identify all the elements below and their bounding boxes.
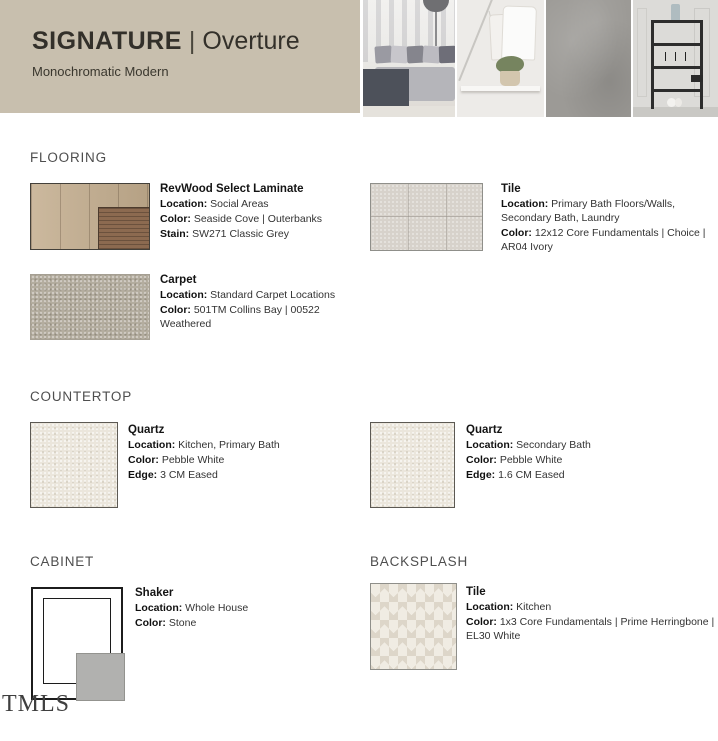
black-ladder-shelf [651, 20, 703, 109]
concrete-surface [546, 0, 631, 117]
herringbone-tile-swatch [370, 583, 457, 670]
candlestick [665, 52, 666, 61]
spec-line: Location: Secondary Bath [466, 439, 591, 451]
section-title-countertop: COUNTERTOP [30, 389, 133, 404]
spec-line: Stain: SW271 Classic Grey [160, 227, 289, 240]
spec-line: Color: Seaside Cove | Outerbanks [160, 212, 323, 225]
quartz-swatch [30, 422, 118, 508]
plant-pot [500, 71, 520, 86]
spec-line: Location: Social Areas [160, 198, 269, 210]
floor-strip [363, 106, 455, 117]
wall-panel-molding [637, 8, 647, 97]
lamp-stem [435, 12, 437, 46]
shelf-board [651, 89, 703, 92]
decor-box [691, 75, 703, 82]
cutting-board [501, 5, 537, 60]
header-banner [0, 0, 360, 113]
item-title: Tile [466, 586, 486, 598]
spec-line: Color: Pebble White [466, 453, 563, 466]
spec-line: Location: Whole House [135, 602, 249, 614]
concrete-texture-photo [546, 0, 631, 117]
spec-line: Color: Stone [135, 616, 197, 629]
spec-line: Color: 1x3 Core Fundamentals | Prime Herringbone | EL30 White [466, 615, 715, 642]
item-title: Quartz [128, 424, 165, 436]
candlestick [675, 52, 676, 61]
wood-accent-inset [98, 207, 149, 249]
spec-shaker-cabinet [135, 587, 345, 632]
shelf-board [651, 20, 703, 23]
shelf-upright [700, 20, 703, 109]
shelf-upright [651, 20, 654, 109]
spec-backsplash-tile [466, 586, 718, 645]
tmls-watermark: TMLS [2, 691, 71, 717]
spec-line: Location: Kitchen [466, 601, 552, 613]
item-title: Carpet [160, 274, 197, 286]
item-title: Quartz [466, 424, 503, 436]
spec-quartz-secondary [466, 424, 691, 484]
spec-floor-tile [501, 183, 718, 255]
quartz-swatch [370, 422, 455, 508]
item-title: Tile [501, 183, 521, 195]
style-subtitle: Monochromatic Modern [32, 64, 169, 79]
wood-laminate-swatch [30, 183, 150, 250]
spec-line: Color: 501TM Collins Bay | 00522 Weathered [160, 303, 320, 330]
collection-name: Overture [202, 27, 300, 55]
section-title-flooring: FLOORING [30, 150, 107, 165]
spec-line: Color: 12x12 Core Fundamentals | Choice | AR04 Ivory [501, 226, 706, 253]
title-separator: | [188, 27, 196, 55]
brand-name: SIGNATURE [32, 27, 182, 55]
spec-line: Edge: 1.6 CM Eased [466, 468, 565, 481]
shelf-board [651, 43, 703, 46]
white-ledge [461, 86, 540, 91]
carpet-swatch [30, 274, 150, 340]
spec-quartz-primary [128, 424, 353, 484]
spec-line: Location: Primary Bath Floors/Walls, Secondary Bath, Laundry [501, 198, 676, 224]
section-title-backsplash: BACKSPLASH [370, 554, 469, 569]
shaker-door-drawing [31, 587, 123, 700]
spec-line: Location: Standard Carpet Locations [160, 289, 336, 301]
sofa-pillow [439, 46, 455, 64]
shelf-board [651, 66, 703, 69]
page-title [32, 27, 300, 56]
glass-bottle [671, 4, 680, 20]
white-vase [675, 98, 682, 107]
spec-line: Edge: 3 CM Eased [128, 468, 218, 481]
candlestick [685, 52, 686, 61]
item-title: RevWood Select Laminate [160, 183, 304, 195]
stone-color-swatch [76, 653, 125, 701]
spec-revwood-laminate [160, 183, 372, 243]
black-shelf-decor-photo [633, 0, 718, 117]
spec-carpet [160, 274, 350, 333]
spec-line: Color: Pebble White [128, 453, 225, 466]
living-room-sofa-photo [363, 0, 455, 117]
dark-ottoman [363, 69, 409, 107]
spec-line: Location: Kitchen, Primary Bath [128, 439, 280, 451]
marble-wall-decor-photo [457, 0, 544, 117]
item-title: Shaker [135, 587, 174, 599]
ceramic-tile-swatch [370, 183, 483, 251]
section-title-cabinet: CABINET [30, 554, 95, 569]
